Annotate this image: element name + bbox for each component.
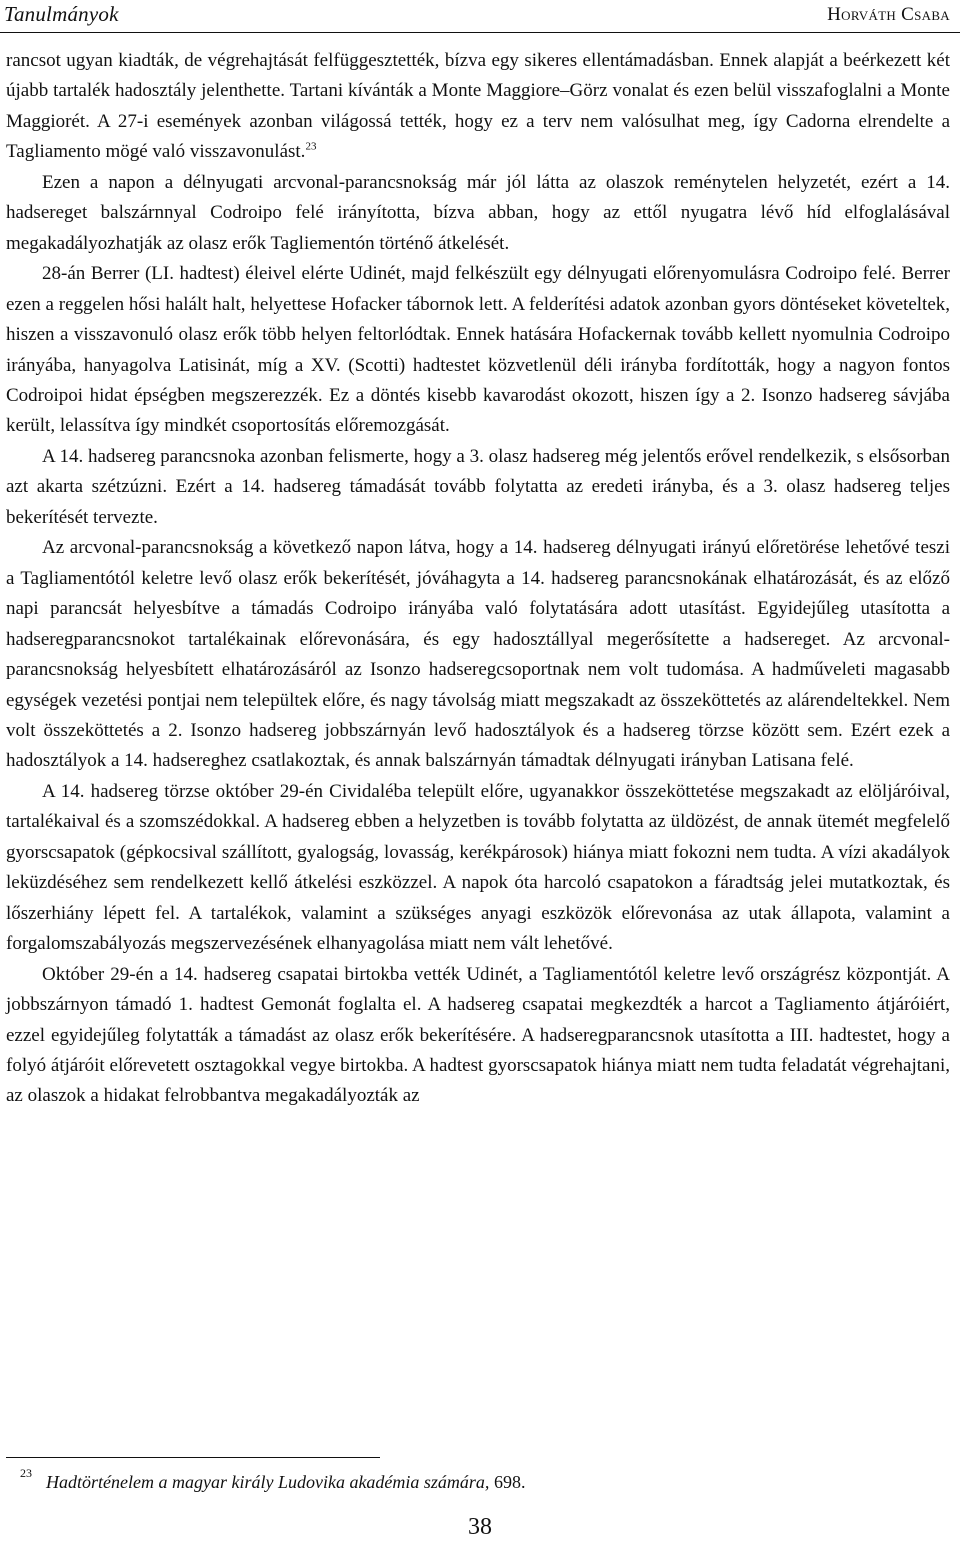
paragraph-1 xyxy=(6,46,950,168)
page-number: 38 xyxy=(468,1514,492,1540)
footnote-reference: 23 xyxy=(305,141,317,154)
author-name: Horváth Csaba xyxy=(827,4,950,25)
paragraph-7: Október 29-én a 14. hadsereg csapatai birtokba vették Udinét, a Tagliamentótól keletre levő országrész központját. A jobbszárnyon támadó 1. hadtest Gemonát foglalta el. A hadsereg csapatai megkezdték a harcot a Tagliamento átjáróiért, ezzel egyidejűleg folytatták a támadást az olasz erők bekerítésére. A hadseregparancsnok utasította a III. hadtestet, hogy a folyó átjáróit előrevetett osztagokkal vegye birtokba. A hadtest gyorscsapatok hiánya miatt nem tudta feladatát végrehajtani, az olaszok a hidakat felrobbantva megakadályozták az xyxy=(6,963,950,1107)
section-title: Tanulmányok xyxy=(4,2,119,26)
footnote-divider xyxy=(6,1457,380,1458)
footnote-number: 23 xyxy=(20,1466,32,1480)
paragraph-5: Az arcvonal-parancsnokság a következő napon látva, hogy a 14. hadsereg délnyugati irányú előretörése lehetővé teszi a Tagliamentótól keletre levő olasz erők bekerítését, jóváhagyta a 14. hadsereg parancsnokának elhatározását, és az előző napi parancsát helyesbítve a támadás Codroipo irányába való folytatására adott utasítást. Egyidejűleg utasította a hadseregparancsnokot tartalékainak előrevonására, és egy hadosztállyal megerősítette a hadsereget. Az arcvonal-parancsnokság helyesbített elhatározásáról az Isonzo hadseregcsoportnak nem volt tudomása. A hadműveleti magasabb egységek vezetési pontjai nem települtek előre, és nagy távolság miatt megszakadt az összeköttetés az alárendeltekkel. Nem volt összeköttetés a 2. Isonzo hadsereg jobbszárnyán levő hadosztályok és a hadsereg törzse között sem. Ezért ezek a hadosztályok a 14. hadsereghez csatlakoztak, és annak balszárnyán támadtak délnyugati irányban Latisana felé. xyxy=(6,537,950,772)
paragraph-1-text: rancsot ugyan kiadták, de végrehajtását felfüggesztették, bízva egy sikeres ellentámadásban. Ennek alapját a beérkezett két újabb tartalék hadosztály jelenthette. Tartani kívánták a Monte Maggiore–Görz vonalat és ezen belül visszafoglalni a Monte Maggiorét. A 27-i események azonban világossá tették, hogy ez a terv nem valósulhat meg, így Cadorna elrendelte a Tagliamento mögé való visszavonulást. xyxy=(6,50,950,163)
article-body xyxy=(6,46,950,1112)
header-divider xyxy=(0,32,960,33)
page-header xyxy=(0,0,960,34)
paragraph-4: A 14. hadsereg parancsnoka azonban felismerte, hogy a 3. olasz hadsereg még jelentős erővel rendelkezik, s elsősorban azt akarta szétzúzni. Ezért a 14. hadsereg támadását tovább folytatta az eredeti irányba, és a 3. olasz hadsereg teljes bekerítését tervezte. xyxy=(6,445,950,528)
footnote-page: 698. xyxy=(493,1472,526,1492)
paragraph-6: A 14. hadsereg törzse október 29-én Cividaléba települt előre, ugyanakkor összeköttetése megszakadt az elöljáróival, tartalékaival és a szomszédokkal. A hadsereg ebben a helyzetben is tovább folytatta az üldözést, de annak ütemét megfelelő gyorscsapatok (gépkocsival szállított, gyalogság, lovasság, kerékpárosok) hiánya miatt fokozni nem tudta. A vízi akadályok leküzdéséhez sem rendelkezett kellő átkelési eszközzel. A napok óta harcoló csapatokon a fáradtság jelei mutatkoztak, és lőszerhiány lépett fel. A tartalékok, valamint a szükséges anyagi eszközök előrevonása az utak állapota, valamint a forgalomszabályozás megszervezésének elhanyagolása miatt nem vált lehetővé. xyxy=(6,780,950,955)
footnote-text xyxy=(46,1472,525,1493)
paragraph-2: Ezen a napon a délnyugati arcvonal-parancsnokság már jól látta az olaszok reménytelen helyzetét, ezért a 14. hadsereget balszárnnyal Codroipo felé irányította, bízva abban, hogy az ettől nyugatra lévő híd elfoglalásával megakadályozhatják az olasz erők Tagliementón történő átkelését. xyxy=(6,171,950,254)
paragraph-3: 28-án Berrer (LI. hadtest) éleivel elérte Udinét, majd felkészült egy délnyugati előrenyomulásra Codroipo felé. Berrer ezen a reggelen hősi halált halt, helyettese Hofacker tábornok lett. A felderítési adatok azonban gyors döntéseket követeltek, hiszen a visszavonuló olasz erők több helyen feltorlódtak. Ennek hatására Hofackernak tovább kellett nyomulnia Codroipo irányába, hanyagolva Latisinát, míg a XV. (Scotti) hadtestet közvetlenül déli irányba fordították, hogy a nagyon fontos Codroipoi hidat épségben megszerezzék. Ez a döntés kisebb kavarodást okozott, hiszen így a 2. Isonzo hadsereg sávjába került, lelassítva így mindkét csoportosítás előremozgását. xyxy=(6,263,950,437)
footnote-source-title: Hadtörténelem a magyar király Ludovika akadémia számára, xyxy=(46,1472,490,1492)
